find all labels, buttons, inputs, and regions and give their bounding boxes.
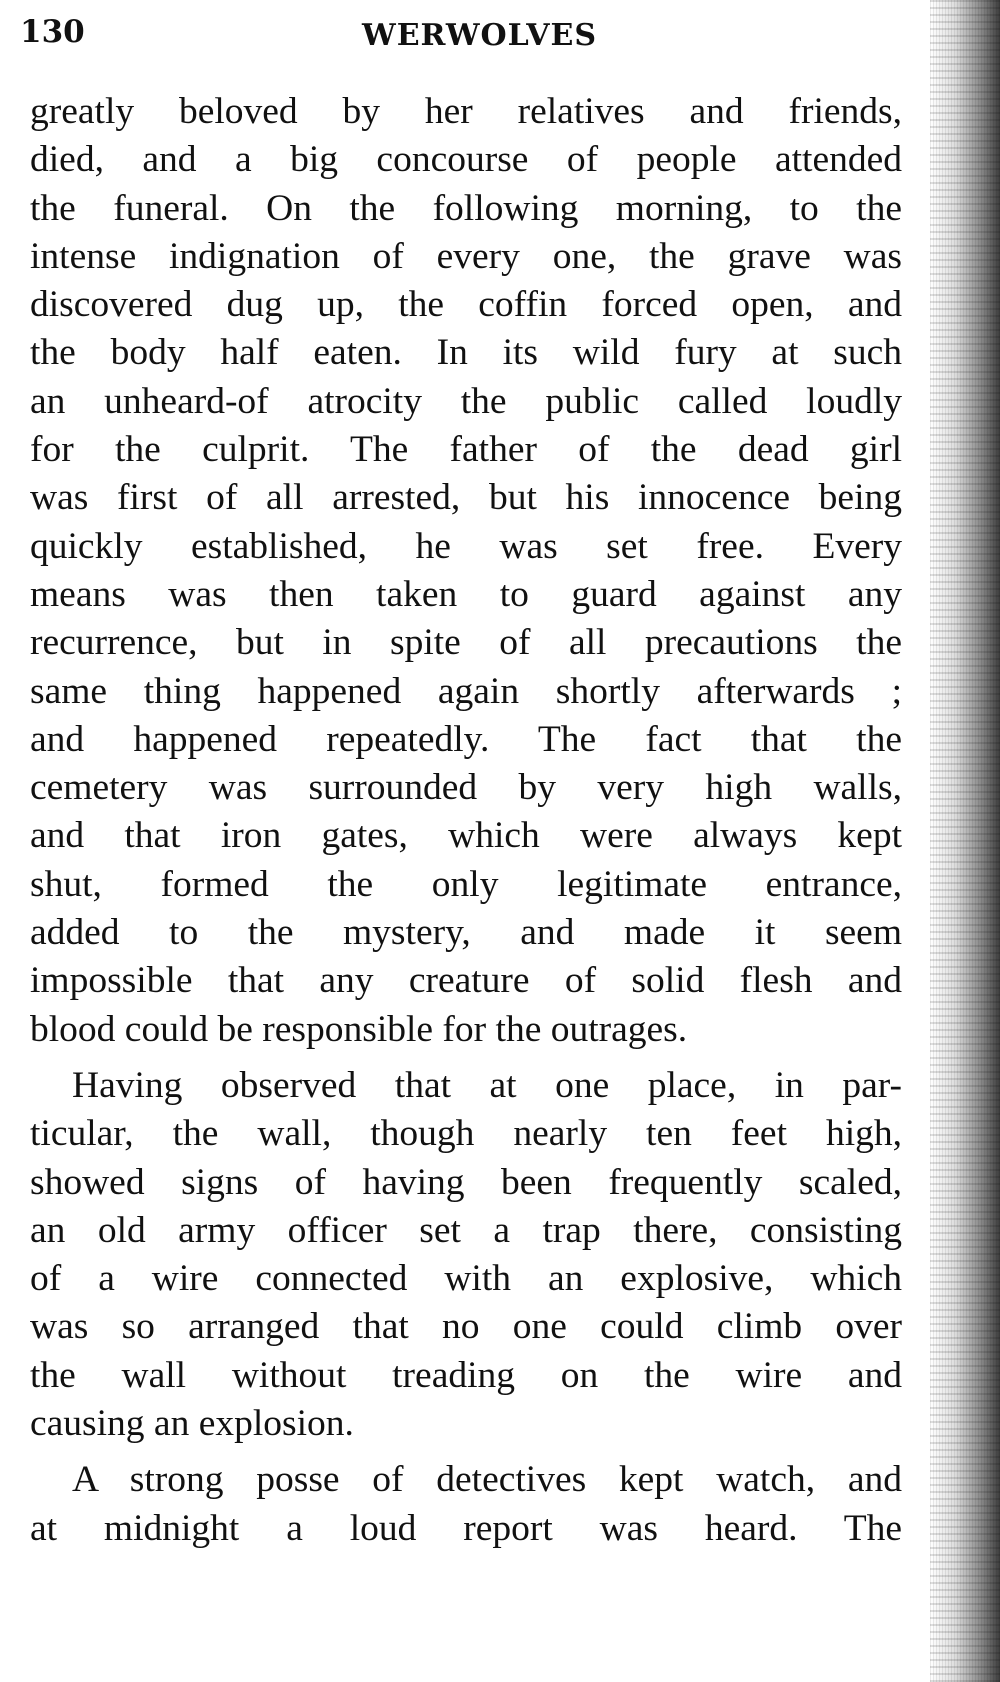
text-line: discovered dug up, the coffin forced open, and bbox=[30, 284, 902, 326]
text-line: blood could be responsible for the outrages. bbox=[30, 1008, 688, 1050]
text-line: and that iron gates, which were always kept bbox=[30, 815, 902, 857]
text-line: added to the mystery, and made it seem bbox=[30, 912, 902, 954]
text-line: an unheard-of atrocity the public called loudly bbox=[30, 380, 902, 422]
page-number: 130 bbox=[20, 14, 85, 50]
page-header bbox=[20, 8, 660, 68]
text-line: ticular, the wall, though nearly ten feet high, bbox=[30, 1113, 902, 1155]
text-line: impossible that any creature of solid flesh and bbox=[30, 960, 902, 1002]
text-line: showed signs of having been frequently scaled, bbox=[30, 1161, 902, 1203]
text-line: intense indignation of every one, the grave was bbox=[30, 235, 902, 277]
text-line: the funeral. On the following morning, to the bbox=[30, 187, 902, 229]
text-line: Having observed that at one place, in par- bbox=[72, 1064, 902, 1106]
text-line: and happened repeatedly. The fact that the bbox=[30, 718, 902, 760]
text-line: was first of all arrested, but his innocence being bbox=[30, 477, 902, 519]
text-line: means was then taken to guard against any bbox=[30, 573, 902, 615]
text-line: at midnight a loud report was heard. The bbox=[30, 1507, 902, 1549]
text-line: the wall without treading on the wire and bbox=[30, 1354, 902, 1396]
running-head: WERWOLVES bbox=[362, 18, 597, 53]
text-line: A strong posse of detectives kept watch, and bbox=[72, 1459, 902, 1501]
text-line: cemetery was surrounded by very high walls, bbox=[30, 767, 902, 809]
page-binding-edge bbox=[930, 0, 1000, 1682]
scan-noise bbox=[930, 0, 1000, 1682]
text-line: was so arranged that no one could climb over bbox=[30, 1306, 902, 1348]
text-line: the body half eaten. In its wild fury at such bbox=[30, 332, 902, 374]
paragraph-gap bbox=[30, 1054, 902, 1062]
text-line: quickly established, he was set free. Every bbox=[30, 525, 902, 567]
text-line: an old army officer set a trap there, consisting bbox=[30, 1209, 902, 1251]
text-line: for the culprit. The father of the dead girl bbox=[30, 429, 902, 471]
text-line: shut, formed the only legitimate entrance, bbox=[30, 863, 902, 905]
text-line: of a wire connected with an explosive, which bbox=[30, 1258, 902, 1300]
paragraph-gap bbox=[30, 1448, 902, 1456]
text-line: same thing happened again shortly afterwards ; bbox=[30, 670, 902, 712]
body-text bbox=[30, 88, 902, 1553]
paragraph-1 bbox=[30, 88, 902, 1054]
text-line: greatly beloved by her relatives and friends, bbox=[30, 91, 902, 132]
paragraph-2 bbox=[30, 1062, 902, 1448]
text-line: died, and a big concourse of people attended bbox=[30, 139, 902, 181]
text-line: recurrence, but in spite of all precautions the bbox=[30, 622, 902, 664]
paragraph-3 bbox=[30, 1456, 902, 1553]
text-line: causing an explosion. bbox=[30, 1403, 354, 1445]
